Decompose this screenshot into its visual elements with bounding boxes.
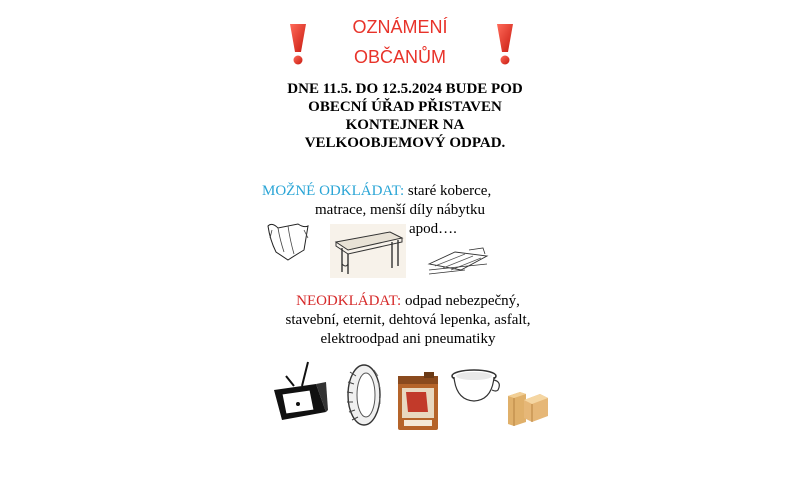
allowed-text: matrace, menší díly nábytku [315, 202, 485, 218]
page-title [330, 12, 470, 72]
bricks-icon [506, 382, 550, 428]
announcement-line: DNE 11.5. DO 12.5.2024 BUDE POD [287, 81, 523, 97]
forbidden-text: stavební, eternit, dehtová lepenka, asfalt, [285, 312, 531, 328]
chamber-pot-icon [450, 368, 502, 404]
tire-icon [340, 362, 388, 428]
announcement-line: OBECNÍ ÚŘAD PŘISTAVEN [308, 99, 502, 115]
paint-can-icon [396, 372, 442, 432]
announcement-line: KONTEJNER NA [345, 117, 465, 133]
allowed-text: staré koberce, [404, 183, 492, 199]
furniture-parts-sketch [425, 246, 491, 278]
bench-sketch [330, 224, 406, 278]
forbidden-paragraph [258, 292, 558, 349]
tv-icon [272, 360, 328, 424]
carpet-sketch [264, 216, 314, 264]
title-line: OBČANŮM [353, 47, 446, 67]
forbidden-text: elektroodpad ani pneumatiky [320, 331, 496, 347]
allowed-text: apod…. [409, 221, 457, 237]
forbidden-label: NEODKLÁDAT: [296, 293, 402, 309]
allowed-label: MOŽNÉ ODKLÁDAT: [262, 183, 405, 199]
title-line: OZNÁMENÍ [352, 17, 448, 37]
forbidden-text: odpad nebezpečný, [401, 293, 520, 309]
announcement-text [255, 80, 555, 152]
announcement-line: VELKOOBJEMOVÝ ODPAD. [304, 135, 506, 151]
exclamation-icon [491, 22, 519, 66]
exclamation-icon [284, 22, 312, 66]
